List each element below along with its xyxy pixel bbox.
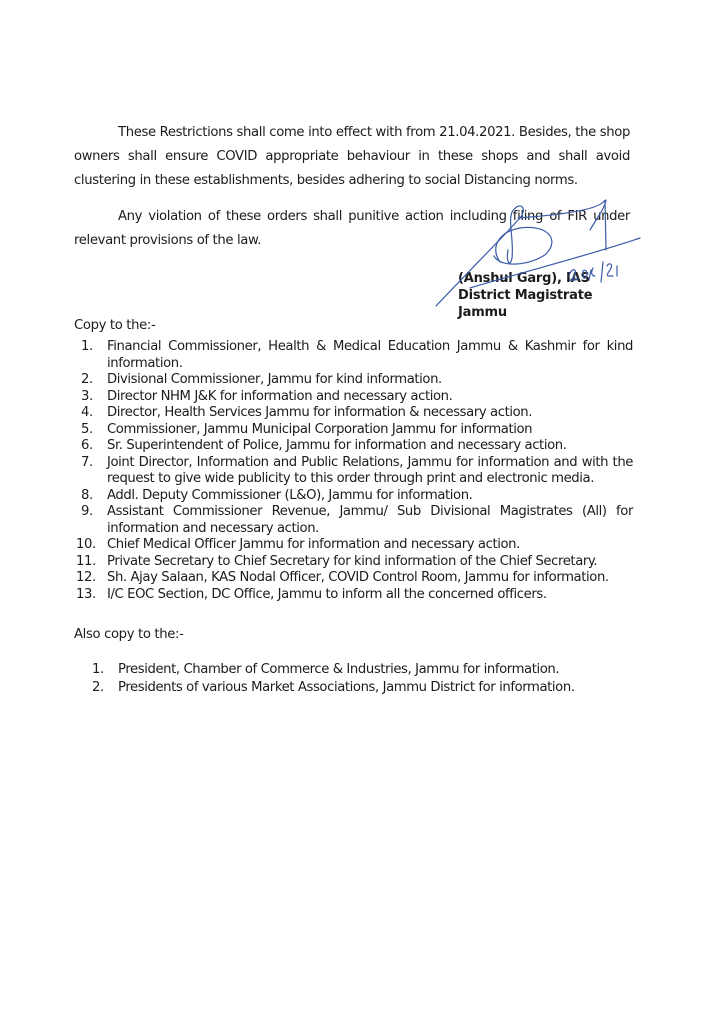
list-item	[81, 421, 633, 439]
also-copy-to-list	[92, 661, 618, 697]
paragraph-line	[74, 121, 630, 145]
item-text: information and necessary action.	[107, 520, 319, 536]
also-copy-to-heading: Also copy to the:-	[74, 627, 184, 642]
item-text: Chief Medical Officer Jammu for information and necessary action.	[107, 537, 520, 552]
item-number: 1.	[81, 339, 93, 354]
item-text: Private Secretary to Chief Secretary for kind information of the Chief Secretary.	[107, 553, 598, 569]
paragraph-violation	[74, 205, 630, 253]
item-text: Commissioner, Jammu Municipal Corporation Jammu for information	[107, 421, 533, 437]
item-text: Addl. Deputy Commissioner (L&O), Jammu for information.	[107, 487, 473, 503]
list-item	[81, 372, 633, 389]
list-item	[81, 504, 633, 537]
item-number: 9.	[81, 504, 93, 519]
list-item	[76, 553, 633, 571]
paragraph-effective-date	[74, 121, 630, 193]
paragraph-line: owners shall ensure COVID appropriate behaviour in these shops and shall avoid	[74, 149, 630, 164]
item-number: 2.	[92, 680, 104, 695]
paragraph-line: relevant provisions of the law.	[74, 233, 262, 248]
list-item	[81, 454, 633, 488]
list-item	[81, 388, 633, 406]
signatory-place: Jammu	[458, 305, 507, 320]
item-text: I/C EOC Section, DC Office, Jammu to inform all the concerned officers.	[107, 586, 547, 602]
item-text: Director, Health Services Jammu for information & necessary action.	[107, 405, 533, 420]
item-number: 2.	[81, 372, 93, 387]
item-number: 11.	[76, 553, 96, 569]
item-text: Sr. Superintendent of Police, Jammu for information and necessary action.	[107, 438, 567, 453]
item-text: Assistant Commissioner Revenue, Jammu/ Sub Divisional Magistrates (All) for	[107, 504, 633, 519]
item-number: 5.	[81, 421, 93, 437]
item-text: Presidents of various Market Associations, Jammu District for information.	[118, 680, 575, 695]
item-text: President, Chamber of Commerce & Industries, Jammu for information.	[118, 662, 560, 677]
item-number: 13.	[76, 586, 96, 602]
item-text: Joint Director, Information and Public Relations, Jammu for information and with the	[107, 454, 633, 470]
signatory-name: (Anshul Garg), IAS	[458, 271, 590, 286]
item-number: 8.	[81, 487, 93, 503]
text: These Restrictions shall come into effect with from 21.04.2021. Besides, the shop	[118, 125, 630, 140]
list-item	[76, 537, 633, 554]
paragraph-line: clustering in these establishments, besides adhering to social Distancing norms.	[74, 173, 578, 188]
signatory-block	[458, 270, 592, 321]
item-text: Financial Commissioner, Health & Medical Education Jammu & Kashmir for kind	[107, 339, 633, 354]
list-item	[81, 438, 633, 455]
item-number: 6.	[81, 438, 93, 453]
signatory-designation: District Magistrate	[458, 288, 593, 303]
list-item	[81, 339, 633, 372]
paragraph-line	[74, 205, 630, 229]
item-number: 1.	[92, 662, 104, 677]
item-number: 3.	[81, 388, 93, 404]
text: Any violation of these orders shall punitive action including filing of FIR under	[118, 209, 630, 224]
list-item	[81, 405, 633, 422]
list-item	[92, 661, 618, 679]
item-text: Divisional Commissioner, Jammu for kind information.	[107, 372, 442, 387]
item-number: 4.	[81, 405, 93, 420]
copy-to-heading: Copy to the:-	[74, 318, 156, 333]
item-text: Director NHM J&K for information and necessary action.	[107, 388, 453, 404]
item-number: 12.	[76, 570, 96, 585]
item-text: request to give wide publicity to this order through print and electronic media.	[107, 471, 595, 486]
list-item	[76, 586, 633, 604]
item-text: Sh. Ajay Salaan, KAS Nodal Officer, COVID Control Room, Jammu for information.	[107, 570, 609, 585]
item-number: 10.	[76, 537, 96, 552]
list-item	[81, 487, 633, 505]
item-text: information.	[107, 355, 183, 371]
list-item	[76, 570, 633, 587]
item-number: 7.	[81, 454, 93, 470]
copy-to-list	[76, 339, 633, 603]
list-item	[92, 679, 618, 697]
